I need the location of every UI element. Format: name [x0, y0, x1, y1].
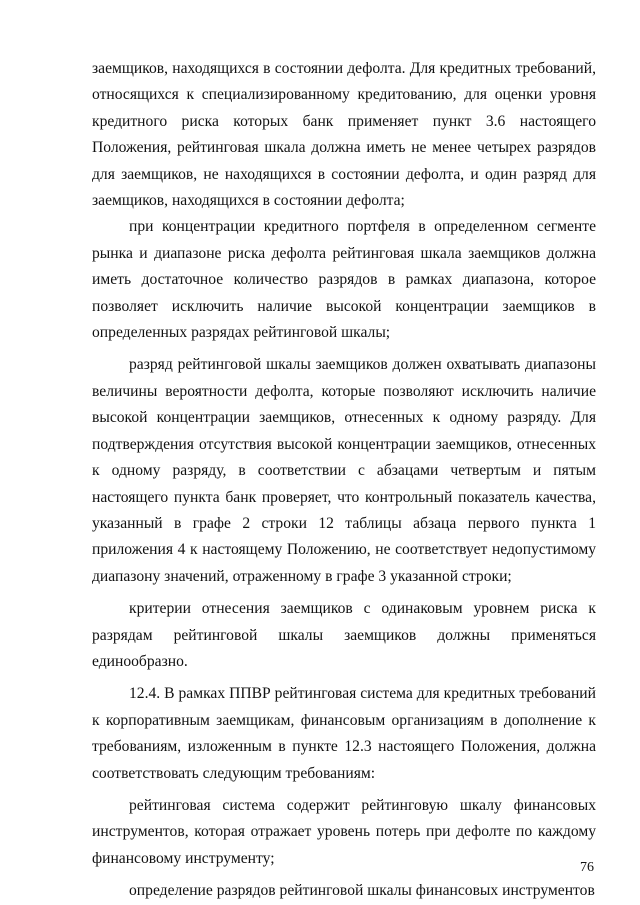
page-number: 76 [580, 860, 594, 875]
paragraph-assignment-criteria: критерии отнесения заемщиков с одинаковым уровнем риска к разрядам рейтинговой шкалы заемщиков должны применяться единообразно. [92, 600, 596, 670]
document-body [92, 56, 596, 905]
paragraph-instrument-grades: определение разрядов рейтинговой шкалы финансовых инструментов [129, 882, 595, 900]
paragraph-section-12-4: 12.4. В рамках ППВР рейтинговая система для кредитных требований к корпоративным заемщикам, финансовым организациям в дополнение к требованиям, изложенным в пункте 12.3 настоящего Положения, должна соответствовать следующим требованиям: [92, 685, 596, 782]
paragraph-continuation: заемщиков, находящихся в состоянии дефолта. Для кредитных требований, относящихся к специализированному кредитованию, для оценки уровня кредитного риска которых банк применяет пункт 3.6 настоящего Положения, рейтинговая шкала должна иметь не менее четырех разрядов для заемщиков, не находящихся в состоянии дефолта, и один разряд для заемщиков, находящихся в состоянии дефолта; [92, 60, 596, 210]
paragraph-portfolio-concentration: при концентрации кредитного портфеля в определенном сегменте рынка и диапазоне риска дефолта рейтинговая шкала заемщиков должна иметь достаточное количество разрядов в рамках диапазона, которое позволяет исключить наличие высокой концентрации заемщиков в определенных разрядах рейтинговой шкалы; [92, 218, 596, 342]
paragraph-rating-grade-range: разряд рейтинговой шкалы заемщиков должен охватывать диапазоны величины вероятности дефолта, которые позволяют исключить наличие высокой концентрации заемщиков, отнесенных к одному разряду. Для подтверждения отсутствия высокой концентрации заемщиков, отнесенных к одному разряду, в соответствии с абзацами четвертым и пятым настоящего пункта банк проверяет, что контрольный показатель качества, указанный в графе 2 строки 12 таблицы абзаца первого пункта 1 приложения 4 к настоящему Положению, не соответствует недопустимому диапазону значений, отраженному в графе 3 указанной строки; [92, 356, 596, 585]
paragraph-instrument-scale: рейтинговая система содержит рейтинговую шкалу финансовых инструментов, которая отражает уровень потерь при дефолте по каждому финансовому инструменту; [92, 796, 596, 867]
